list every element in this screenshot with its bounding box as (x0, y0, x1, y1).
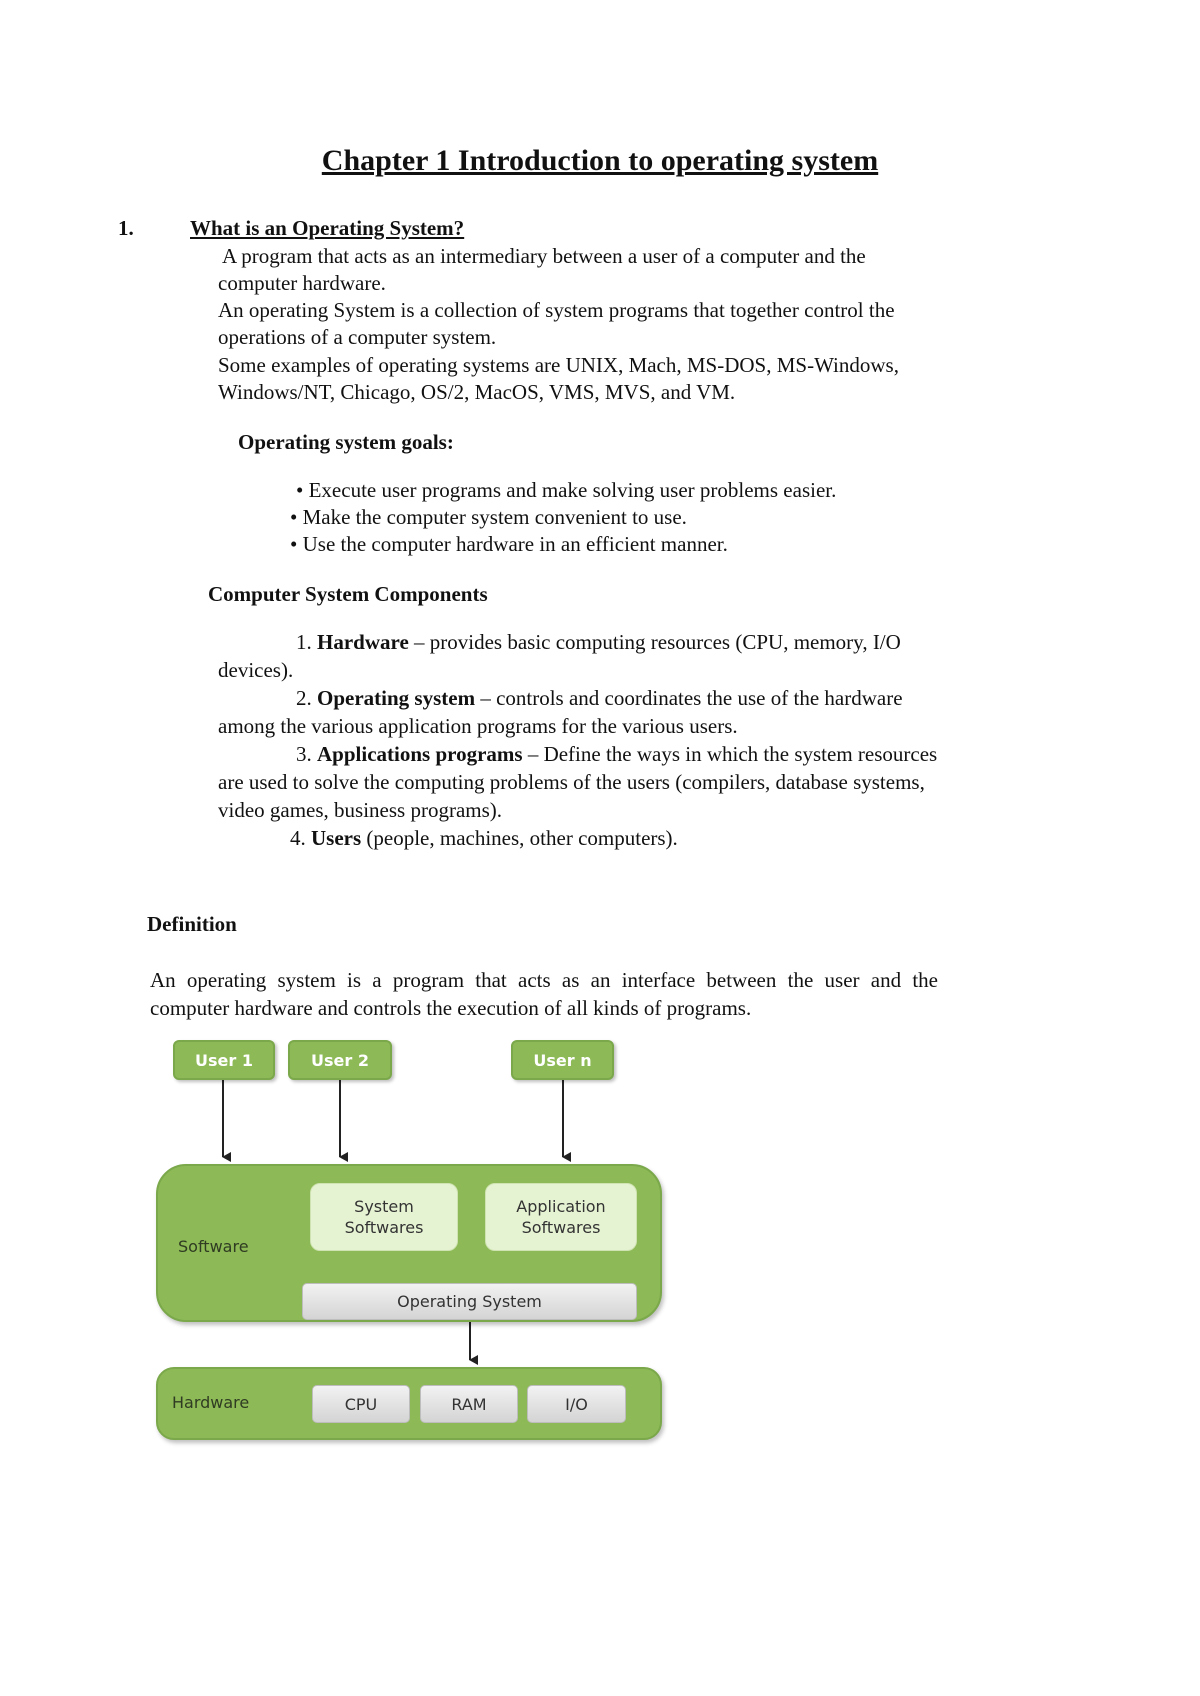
goal-item: • Execute user programs and make solving user problems easier. (296, 478, 837, 502)
para3-line2: Windows/NT, Chicago, OS/2, MacOS, VMS, MVS, and VM. (218, 380, 736, 404)
cpu-box: CPU (312, 1385, 410, 1423)
component-item-hardware: 1. Hardware – provides basic computing resources (CPU, memory, I/O (296, 630, 901, 654)
component-item-hardware-cont: devices). (218, 658, 294, 682)
component-item-users: 4. Users (people, machines, other computers). (290, 826, 678, 850)
io-box: I/O (527, 1385, 626, 1423)
ram-box: RAM (420, 1385, 518, 1423)
os-architecture-diagram (152, 1040, 672, 1440)
goals-heading: Operating system goals: (238, 430, 454, 454)
component-item-apps-cont2: video games, business programs). (218, 798, 503, 822)
para2-line2: operations of a computer system. (218, 325, 497, 349)
components-heading: Computer System Components (208, 582, 488, 606)
hardware-label: Hardware (172, 1393, 250, 1412)
para2-line1: An operating System is a collection of system programs that together control the (218, 298, 895, 322)
component-item-apps: 3. Applications programs – Define the ways in which the system resources (296, 742, 938, 766)
definition-line1: An operating system is a program that acts as an interface between the user and the (150, 968, 938, 992)
component-item-os-cont: among the various application programs for the various users. (218, 714, 738, 738)
para3-line1: Some examples of operating systems are UNIX, Mach, MS-DOS, MS-Windows, (218, 353, 899, 377)
component-item-os: 2. Operating system – controls and coordinates the use of the hardware (296, 686, 903, 710)
para1-line2: computer hardware. (218, 271, 386, 295)
goal-item: • Make the computer system convenient to use. (290, 505, 687, 529)
operating-system-box: Operating System (302, 1283, 637, 1320)
component-item-apps-cont: are used to solve the computing problems of the users (compilers, database systems, (218, 770, 925, 794)
section-heading: What is an Operating System? (190, 216, 465, 240)
system-softwares-box: System Softwares (310, 1183, 458, 1251)
page-title: Chapter 1 Introduction to operating system (321, 144, 879, 177)
definition-heading: Definition (147, 912, 237, 936)
goal-item: • Use the computer hardware in an efficient manner. (290, 532, 728, 556)
application-softwares-box: Application Softwares (485, 1183, 637, 1251)
user-1-box: User 1 (173, 1040, 275, 1080)
definition-line2: computer hardware and controls the execution of all kinds of programs. (150, 996, 752, 1020)
user-2-box: User 2 (288, 1040, 392, 1080)
user-n-box: User n (511, 1040, 614, 1080)
software-label: Software (178, 1237, 249, 1256)
section-number: 1. (118, 216, 134, 240)
para1-line1: A program that acts as an intermediary between a user of a computer and the (222, 244, 866, 268)
